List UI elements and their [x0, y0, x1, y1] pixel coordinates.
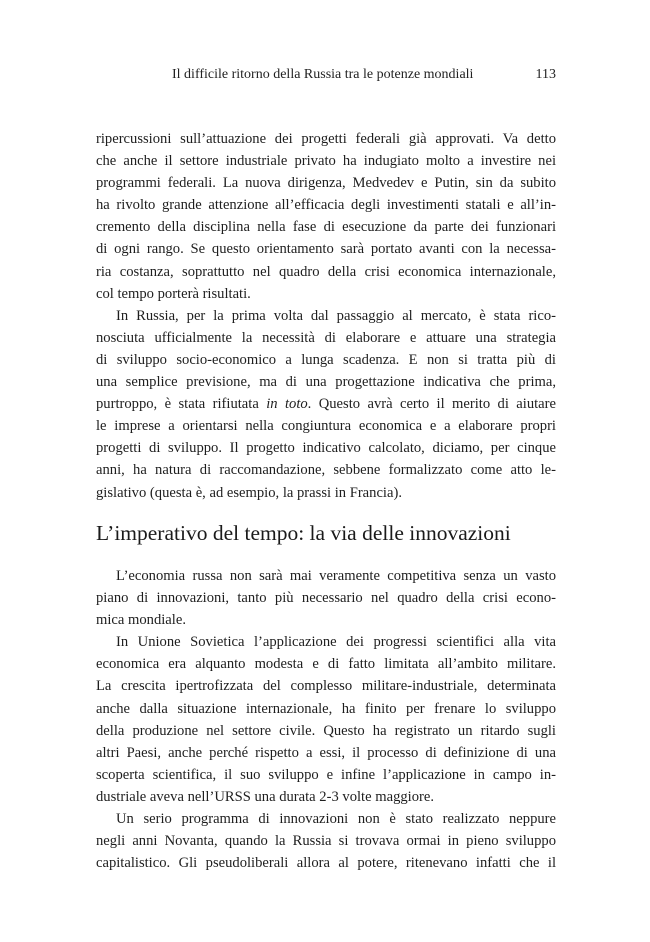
text-line: dustriale aveva nell’URSS una durata 2-3 volte maggiore.	[96, 788, 434, 805]
italic-phrase: in toto	[266, 396, 308, 413]
text-line: piano di innovazioni, tanto più necessario nel quadro della crisi econo-	[96, 590, 556, 607]
running-header-title: Il difficile ritorno della Russia tra le potenze mondiali	[172, 67, 474, 82]
text-line: nosciuta ufficialmente la necessità di elaborare e attuare una strategia	[96, 329, 556, 346]
text-line: le imprese a orientarsi nella congiuntura economica e a elaborare propri	[96, 418, 556, 435]
text-line: altri Paesi, anche perché rispetto a essi, il processo di definizione di una	[96, 744, 556, 761]
text-line: capitalistico. Gli pseudoliberali allora al potere, ritenevano infatti che il	[96, 855, 556, 872]
text-line: economica era alquanto modesta e di fatto limitata all’ambito militare.	[96, 656, 556, 673]
text-line: L’economia russa non sarà mai veramente competitiva senza un vasto	[116, 568, 556, 584]
text-line: una semplice previsione, ma di una progettazione indicativa che prima,	[96, 374, 556, 391]
text-line: La crescita ipertrofizzata del complesso militare-industriale, determinata	[96, 678, 556, 695]
text-line: In Russia, per la prima volta dal passaggio al mercato, è stata rico-	[116, 307, 556, 324]
text-line: col tempo porterà risultati.	[96, 285, 251, 302]
text-line: negli anni Novanta, quando la Russia si trovava ormai in pieno sviluppo	[96, 833, 556, 850]
text-block-top	[96, 128, 556, 504]
running-header	[96, 66, 556, 84]
text-line: scoperta scientifica, il suo sviluppo e infine l’applicazione in campo in-	[96, 766, 556, 783]
text-line: progetti di sviluppo. Il progetto indicativo calcolato, diciamo, per cinque	[96, 440, 556, 457]
text-line: Un serio programma di innovazioni non è stato realizzato neppure	[116, 811, 556, 828]
text-line: ha rivolto grande attenzione all’efficacia degli investimenti statali e all’in-	[96, 197, 556, 214]
text-line: che anche il settore industriale privato ha indugiato molto a investire nei	[96, 153, 556, 170]
paragraph	[96, 631, 556, 808]
text-line: di ogni rango. Se questo orientamento sarà portato avanti con la necessa-	[96, 241, 556, 258]
text-block-bottom	[96, 565, 556, 874]
text-line: programmi federali. La nuova dirigenza, Medvedev e Putin, sin da subito	[96, 175, 556, 192]
paragraph	[96, 565, 556, 631]
text-line: di sviluppo socio-economico a lunga scadenza. E non si tratta più di	[96, 351, 556, 368]
text-run: purtroppo, è stata rifiutata	[96, 396, 267, 413]
text-line: In Unione Sovietica l’applicazione dei progressi scientifici alla vita	[116, 634, 556, 651]
text-run: . Questo avrà certo il merito di aiutare	[307, 396, 556, 413]
text-line: gislativo (questa è, ad esempio, la prassi in Francia).	[96, 484, 402, 501]
text-line: cremento della disciplina nella fase di esecuzione da parte dei funzionari	[96, 219, 556, 236]
paragraph	[96, 128, 556, 305]
paragraph	[96, 305, 556, 504]
text-line: mica mondiale.	[96, 612, 186, 629]
paragraph	[96, 808, 556, 874]
text-line: anche dalla situazione internazionale, ha finito per frenare lo sviluppo	[96, 700, 556, 717]
page-number: 113	[535, 67, 556, 82]
text-line-with-italic	[96, 393, 556, 415]
text-line: ripercussioni sull’attuazione dei progetti federali già approvati. Va detto	[96, 131, 556, 147]
text-line: della produzione nel settore civile. Questo ha registrato un ritardo sugli	[96, 722, 556, 739]
text-line: anni, ha natura di raccomandazione, sebbene formalizzato come atto le-	[96, 462, 556, 479]
text-line: ria costanza, soprattutto nel quadro della crisi economica internazionale,	[96, 263, 556, 280]
section-heading: L’imperativo del tempo: la via delle innovazioni	[96, 521, 511, 545]
